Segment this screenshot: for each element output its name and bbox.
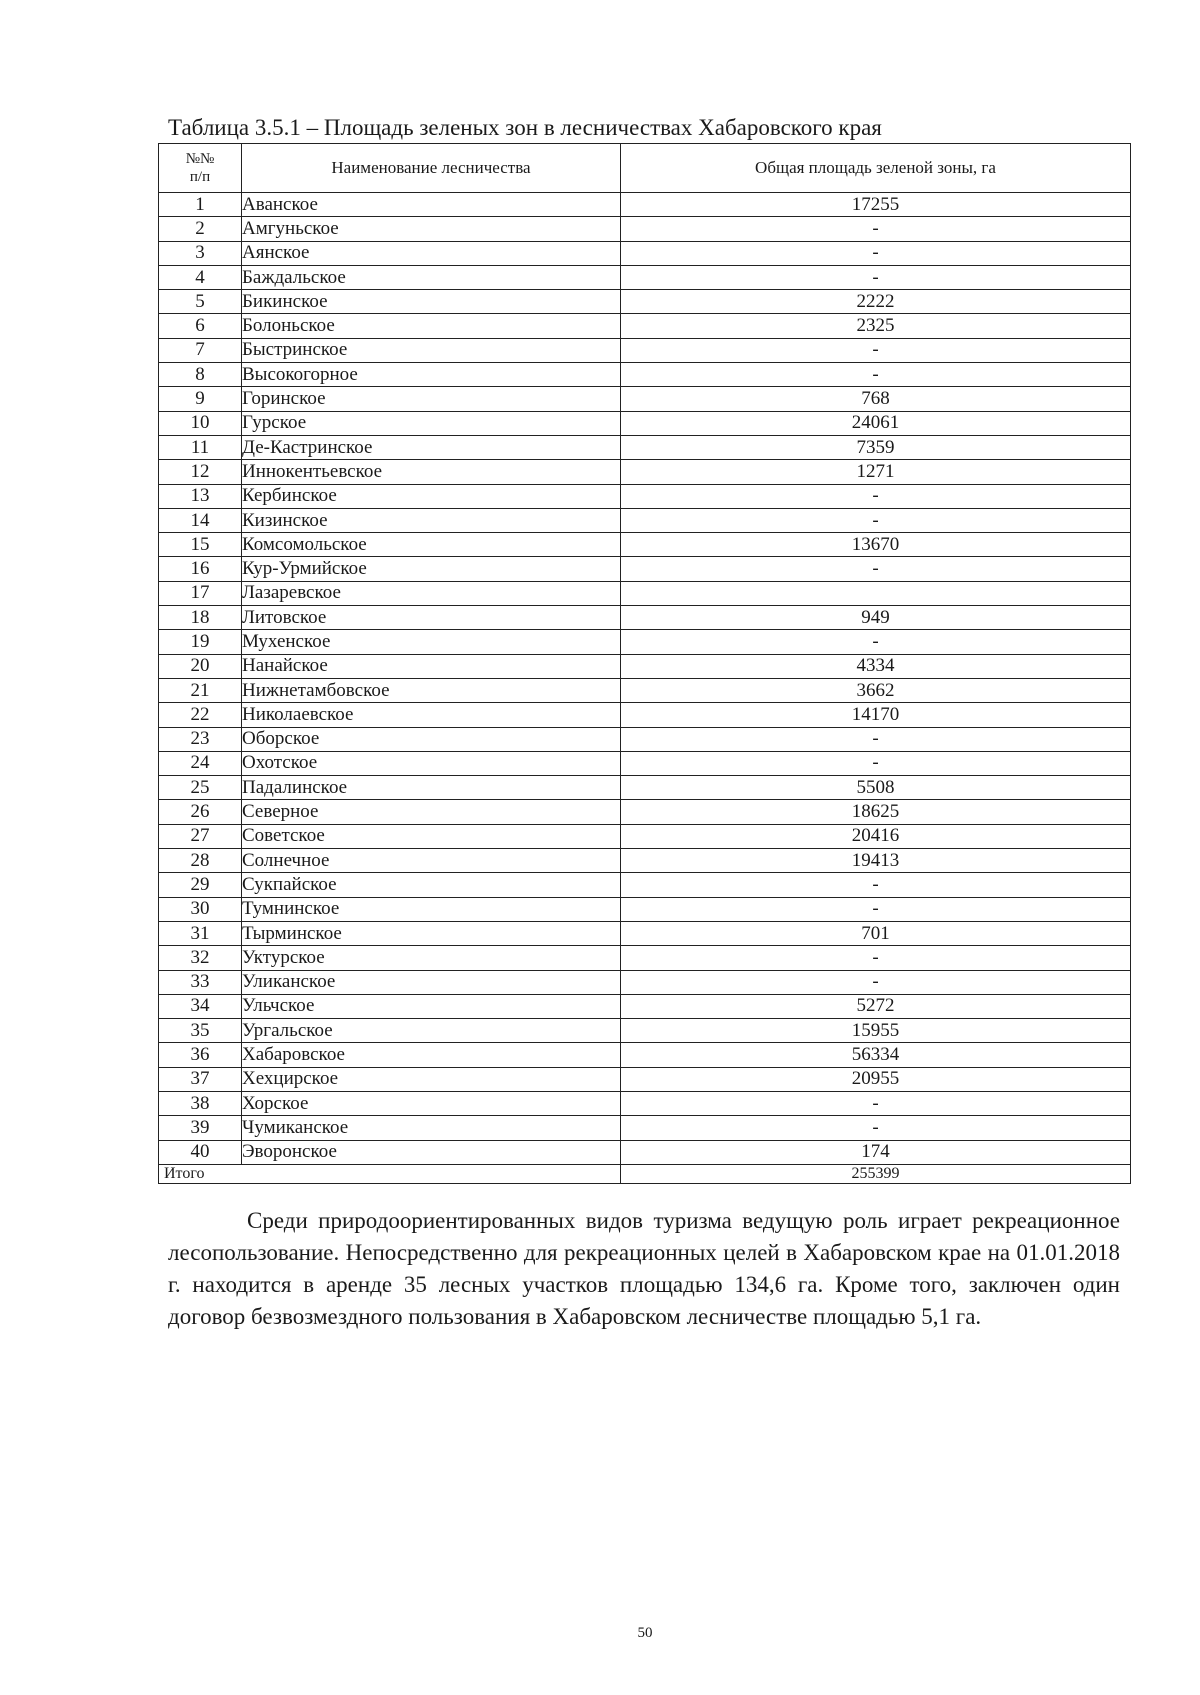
green-zone-area: - [621,265,1131,289]
table-row [159,387,1131,411]
table-row [159,703,1131,727]
table-row [159,460,1131,484]
page-number: 50 [637,1625,653,1641]
forestry-name: Охотское [242,751,621,775]
table-row [159,533,1131,557]
table-row [159,946,1131,970]
green-zone-area: - [621,897,1131,921]
row-number: 2 [159,217,242,241]
row-number: 26 [159,800,242,824]
row-number: 7 [159,338,242,362]
table-row [159,678,1131,702]
paragraph-text: Среди природоориентированных видов туризма ведущую роль играет рекреационное лесопользование. Непосредственно для рекреационных целей в Хабаровском крае на 01.01.2018 г. находится в аренде 35 лесных участков площадью 134,6 га. Кроме того, заключен один договор безвозмездного пользования в Хабаровском лесничестве площадью 5,1 га. [168,1208,1120,1329]
green-zone-area: 2325 [621,314,1131,338]
green-zone-area: 20955 [621,1067,1131,1091]
row-number: 34 [159,994,242,1018]
table-row [159,484,1131,508]
green-zone-area: 768 [621,387,1131,411]
table-row [159,1019,1131,1043]
row-number: 40 [159,1140,242,1164]
green-zone-area: 20416 [621,824,1131,848]
table-total-row [159,1164,1131,1183]
forestry-name: Оборское [242,727,621,751]
row-number: 15 [159,533,242,557]
forestry-name: Аянское [242,241,621,265]
forestry-name: Тырминское [242,921,621,945]
green-zone-area: - [621,946,1131,970]
header-forestry-name: Наименование лесничества [242,144,621,193]
row-number: 21 [159,678,242,702]
green-zone-area: 949 [621,606,1131,630]
table-row [159,873,1131,897]
row-number: 37 [159,1067,242,1091]
table-row [159,897,1131,921]
table-row [159,193,1131,217]
green-zone-area: 1271 [621,460,1131,484]
green-zone-area: - [621,727,1131,751]
row-number: 10 [159,411,242,435]
forestry-name: Бикинское [242,290,621,314]
body-paragraph [168,1205,1120,1333]
row-number: 19 [159,630,242,654]
green-zone-area: 7359 [621,435,1131,459]
forestry-name: Быстринское [242,338,621,362]
forestry-name: Де-Кастринское [242,435,621,459]
green-zone-area: 17255 [621,193,1131,217]
forestry-name: Хабаровское [242,1043,621,1067]
green-zone-area: 18625 [621,800,1131,824]
table-header-row [159,144,1131,193]
total-value: 255399 [621,1164,1131,1183]
forestry-name: Эворонское [242,1140,621,1164]
table-row [159,630,1131,654]
green-zone-area: 56334 [621,1043,1131,1067]
green-zone-area: 5508 [621,776,1131,800]
row-number: 36 [159,1043,242,1067]
table-row [159,265,1131,289]
table-row [159,849,1131,873]
green-zone-area [621,581,1131,605]
forestry-name: Иннокентьевское [242,460,621,484]
table-row [159,557,1131,581]
table-row [159,1140,1131,1164]
row-number: 11 [159,435,242,459]
table-row [159,314,1131,338]
row-number: 24 [159,751,242,775]
green-zone-area: 701 [621,921,1131,945]
row-number: 1 [159,193,242,217]
table-row [159,1067,1131,1091]
row-number: 32 [159,946,242,970]
row-number: 12 [159,460,242,484]
forestry-name: Баждальское [242,265,621,289]
forestry-name: Северное [242,800,621,824]
forestry-name: Тумнинское [242,897,621,921]
table-row [159,994,1131,1018]
forestry-name: Хорское [242,1091,621,1115]
forestry-name: Болоньское [242,314,621,338]
table-row [159,800,1131,824]
green-zone-area: - [621,873,1131,897]
forestry-name: Лазаревское [242,581,621,605]
row-number: 4 [159,265,242,289]
table-row [159,1116,1131,1140]
green-zone-area: - [621,1116,1131,1140]
green-zone-area: - [621,338,1131,362]
row-number: 39 [159,1116,242,1140]
forestry-name: Ульчское [242,994,621,1018]
table-row [159,921,1131,945]
forestry-name: Нанайское [242,654,621,678]
forestry-name: Кизинское [242,508,621,532]
table-row [159,508,1131,532]
table-row [159,217,1131,241]
forestry-name: Советское [242,824,621,848]
table-row [159,411,1131,435]
table-row [159,824,1131,848]
table-row [159,1043,1131,1067]
row-number: 25 [159,776,242,800]
forestry-name: Уликанское [242,970,621,994]
table-row [159,338,1131,362]
row-number: 28 [159,849,242,873]
header-number-line2: п/п [189,169,211,185]
forestry-name: Кербинское [242,484,621,508]
row-number: 5 [159,290,242,314]
table-row [159,241,1131,265]
table-row [159,1091,1131,1115]
table-row [159,290,1131,314]
row-number: 22 [159,703,242,727]
row-number: 38 [159,1091,242,1115]
row-number: 17 [159,581,242,605]
table-row [159,751,1131,775]
table-row [159,435,1131,459]
forestry-name: Падалинское [242,776,621,800]
green-zone-area: - [621,751,1131,775]
table-caption: Таблица 3.5.1 – Площадь зеленых зон в лесничествах Хабаровского края [168,115,882,140]
green-zone-area: - [621,363,1131,387]
green-zone-area: 5272 [621,994,1131,1018]
forestry-name: Амгуньское [242,217,621,241]
row-number: 20 [159,654,242,678]
row-number: 30 [159,897,242,921]
header-number [159,144,242,193]
table-row [159,654,1131,678]
forestry-name: Нижнетамбовское [242,678,621,702]
forestry-name: Комсомольское [242,533,621,557]
green-zone-area: - [621,484,1131,508]
row-number: 31 [159,921,242,945]
row-number: 29 [159,873,242,897]
forestry-name: Ургальское [242,1019,621,1043]
row-number: 13 [159,484,242,508]
forestry-name: Солнечное [242,849,621,873]
table-row [159,606,1131,630]
green-zone-area: 14170 [621,703,1131,727]
forestry-name: Мухенское [242,630,621,654]
row-number: 27 [159,824,242,848]
green-zone-area: 174 [621,1140,1131,1164]
green-zone-area: 19413 [621,849,1131,873]
forestry-name: Аванское [242,193,621,217]
row-number: 14 [159,508,242,532]
green-zone-area: - [621,630,1131,654]
forestry-name: Николаевское [242,703,621,727]
forestry-name: Литовское [242,606,621,630]
table-row [159,970,1131,994]
row-number: 23 [159,727,242,751]
green-zone-area: 24061 [621,411,1131,435]
row-number: 6 [159,314,242,338]
green-zone-area: - [621,970,1131,994]
forestry-name: Сукпайское [242,873,621,897]
forestry-name: Хехцирское [242,1067,621,1091]
row-number: 33 [159,970,242,994]
header-number-line1: №№ [185,151,215,167]
green-zone-area: - [621,557,1131,581]
row-number: 3 [159,241,242,265]
green-zone-table [158,143,1131,1184]
row-number: 35 [159,1019,242,1043]
green-zone-area: 4334 [621,654,1131,678]
row-number: 16 [159,557,242,581]
row-number: 8 [159,363,242,387]
total-label: Итого [159,1164,621,1183]
forestry-name: Высокогорное [242,363,621,387]
forestry-name: Уктурское [242,946,621,970]
table-row [159,776,1131,800]
forestry-name: Гурское [242,411,621,435]
forestry-name: Чумиканское [242,1116,621,1140]
green-zone-area: 15955 [621,1019,1131,1043]
green-zone-area: 13670 [621,533,1131,557]
green-zone-area: 2222 [621,290,1131,314]
green-zone-area: - [621,217,1131,241]
table-row [159,581,1131,605]
green-zone-area: - [621,508,1131,532]
table-row [159,363,1131,387]
forestry-name: Горинское [242,387,621,411]
forestry-name: Кур-Урмийское [242,557,621,581]
green-zone-area: - [621,241,1131,265]
row-number: 9 [159,387,242,411]
header-green-zone-area: Общая площадь зеленой зоны, га [621,144,1131,193]
table-row [159,727,1131,751]
green-zone-area: 3662 [621,678,1131,702]
green-zone-area: - [621,1091,1131,1115]
row-number: 18 [159,606,242,630]
